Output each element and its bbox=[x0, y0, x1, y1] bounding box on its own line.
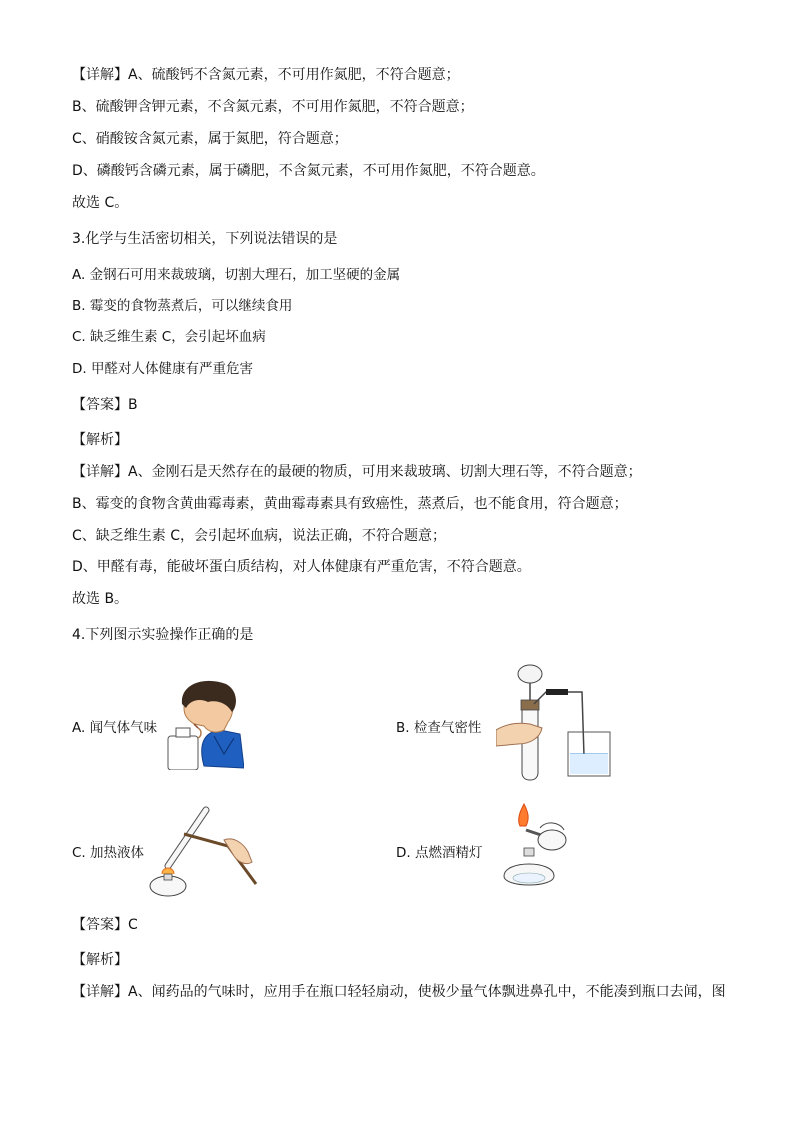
q2-detail-line-1: 【详解】A、硫酸钙不含氮元素，不可用作氮肥，不符合题意； bbox=[72, 67, 460, 83]
q2-conclusion: 故选 C。 bbox=[72, 195, 129, 211]
q3-answer: 【答案】B bbox=[72, 397, 138, 413]
q3-option-b: B. 霉变的食物蒸煮后，可以继续食用 bbox=[72, 298, 293, 314]
q3-analysis-label: 【解析】 bbox=[72, 432, 128, 448]
q3-conclusion: 故选 B。 bbox=[72, 591, 129, 607]
light-alcohol-lamp-figure bbox=[490, 800, 574, 896]
q4-detail-line-1: 【详解】A、闻药品的气味时，应用手在瓶口轻轻扇动，使极少量气体飘进鼻孔中，不能凑到瓶口去闻，图 bbox=[72, 984, 726, 1000]
q3-option-c: C. 缺乏维生素 C，会引起坏血病 bbox=[72, 329, 266, 345]
q4-question: 4.下列图示实验操作正确的是 bbox=[72, 627, 254, 643]
q3-detail-line-4: D、甲醛有毒，能破坏蛋白质结构，对人体健康有严重危害，不符合题意。 bbox=[72, 559, 531, 575]
smell-gas-figure bbox=[164, 678, 244, 770]
q3-detail-line-2: B、霉变的食物含黄曲霉毒素，黄曲霉毒素具有致癌性，蒸煮后，也不能食用，符合题意； bbox=[72, 496, 628, 512]
air-tightness-figure bbox=[496, 662, 616, 792]
q3-detail-line-3: C、缺乏维生素 C，会引起坏血病，说法正确，不符合题意； bbox=[72, 528, 446, 544]
q2-detail-line-4: D、磷酸钙含磷元素，属于磷肥，不含氮元素，不可用作氮肥，不符合题意。 bbox=[72, 163, 545, 179]
q4-option-d: D. 点燃酒精灯 bbox=[396, 845, 483, 861]
q3-option-d: D. 甲醛对人体健康有严重危害 bbox=[72, 361, 253, 377]
q3-detail-line-1: 【详解】A、金刚石是天然存在的最硬的物质，可用来裁玻璃、切割大理石等，不符合题意； bbox=[72, 464, 642, 480]
heat-liquid-figure bbox=[148, 806, 260, 898]
q4-answer: 【答案】C bbox=[72, 917, 138, 933]
q3-option-a: A. 金钢石可用来裁玻璃，切割大理石，加工坚硬的金属 bbox=[72, 267, 401, 283]
q2-detail-line-3: C、硝酸铵含氮元素，属于氮肥，符合题意； bbox=[72, 131, 348, 147]
q4-option-a: A. 闻气体气味 bbox=[72, 720, 158, 736]
q4-analysis-label: 【解析】 bbox=[72, 952, 128, 968]
q4-option-c: C. 加热液体 bbox=[72, 845, 145, 861]
q4-option-b: B. 检查气密性 bbox=[396, 720, 482, 736]
q2-detail-line-2: B、硫酸钾含钾元素，不含氮元素，不可用作氮肥，不符合题意； bbox=[72, 99, 474, 115]
q3-question: 3.化学与生活密切相关，下列说法错误的是 bbox=[72, 231, 338, 247]
